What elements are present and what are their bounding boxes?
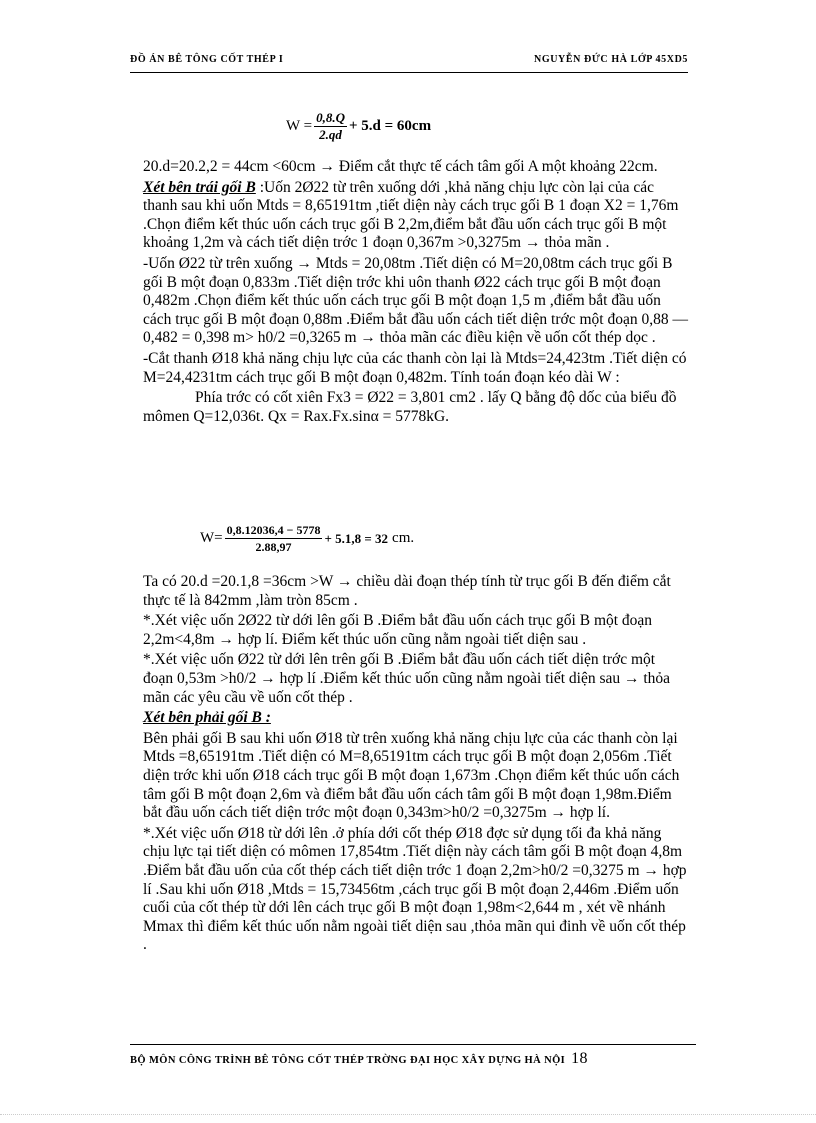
paragraph-8: *.Xét việc uốn Ø22 từ dới lên trên gối B .Điểm bắt đầu uốn cách tiết diện trớc một đoạn 0,53m >h0/2 → hợp lí .Điểm kết thúc uốn cũng nằm ngoài tiết diện sau → thỏa mãn các yêu cầu về uốn cốt thép . — [143, 651, 671, 706]
formula2-denominator: 2.88,97 — [255, 540, 292, 554]
paragraph-6: Ta có 20.d =20.1,8 =36cm >W → chiều dài đoạn thép tính từ trục gối B đến điểm cắt thực tế là 842mm ,làm tròn 85cm . — [143, 573, 671, 609]
formula2-rest: + 5.1,8 = 32 — [324, 530, 389, 546]
paragraph-9: Bên phải gối B sau khi uốn Ø18 từ trên xuống khả năng chịu lực của các thanh còn lại Mtds =8,65191tm .Tiết diện có M=8,65191tm cách trục gối B một đoạn 2,056m .Tiết diện trớc khi uốn Ø18 cách trục gối B một đoạn 1,673m .Chọn điểm kết thúc uốn cách tâm gối B một đoạn 2,6m và điểm bắt đầu uốn cách tâm gối B một đoạn 1,98m.Điểm bắt đầu uốn cách tiết diện trớc một đoạn 0,343m>h0/2 =0,3275m → hợp lí. — [143, 729, 680, 822]
formula1-denominator: 2.qd — [319, 127, 342, 142]
paragraph-4: -Cắt thanh Ø18 khả năng chịu lực của các thanh còn lại là Mtds=24,423tm .Tiết diện có M=24,4231tm cách trục gối B một đoạn 0,482m. Tính toán đoạn kéo dài W : — [143, 349, 687, 386]
footer-text: BỘ MÔN CÔNG TRÌNH BÊ TÔNG CỐT THÉP TRỜNG ĐẠI HỌC XÂY DỰNG HÀ NỘI — [130, 1055, 566, 1066]
formula2-fraction — [225, 522, 323, 555]
formula2-lhs: W= — [200, 530, 223, 546]
page-number: 18 — [571, 1050, 588, 1067]
bottom-dotted-divider — [0, 1114, 816, 1115]
body-section-2 — [143, 573, 688, 955]
formula-w-2 — [200, 522, 414, 555]
paragraph-1: 20.d=20.2,2 = 44cm <60cm → Điểm cắt thực tế cách tâm gối A một khoảng 22cm. — [143, 158, 658, 175]
header-right: NGUYỄN ĐỨC HÀ LỚP 45XD5 — [534, 54, 688, 65]
paragraph-7: *.Xét việc uốn 2Ø22 từ dới lên gối B .Điểm bắt đầu uốn cách trục gối B một đoạn 2,2m<4,8m → hợp lí. Điểm kết thúc uốn cũng nằm ngoài tiết diện sau . — [143, 612, 653, 648]
paragraph-3: -Uốn Ø22 từ trên xuống → Mtds = 20,08tm .Tiết diện có M=20,08tm cách trục gối B gối B một đoạn 0,833m .Tiết diện trớc khi uôn thanh Ø22 cách trục gối B một đoạn 0,482m .Chọn điểm kết thúc uốn cách trục gối B một đoạn 1,5 m ,điểm bắt đầu uốn cách trục gối B một đoạn 0,88m .Điểm bắt đầu uốn cách tiết diện trớc một đoạn 0,88 — 0,482 = 0,398 m> h0/2 =0,3265 m → thỏa mãn các điều kiện về uốn cốt thép dọc . — [143, 254, 688, 347]
formula1-numerator: 0,8.Q — [316, 110, 345, 125]
page-footer — [130, 1044, 696, 1068]
paragraph-2-text: :Uốn 2Ø22 từ trên xuống dới ,khả năng chịu lực còn lại của các thanh sau khi uốn Mtds = 8,65191tm ,tiết diện này cách trục gối B 1 đoạn X2 = 1,76m .Chọn điểm kết thúc uốn cách trục gối B 2,2m,điểm bắt đầu uốn cách trục gối B một khoảng 1,2m và cách tiết diện trớc 1 đoạn 0,367m >0,3275m → thỏa mãn . — [143, 178, 679, 252]
formula-w-1 — [286, 110, 431, 143]
body-section-1 — [143, 158, 688, 426]
paragraph-10: *.Xét việc uốn Ø18 từ dới lên .ở phía dới cốt thép Ø18 đợc sử dụng tối đa khả năng chịu lực tại tiết diện có mômen 17,854tm .Tiết diện này cách tâm gối B một đoạn 4,8m .Điểm bắt đầu uốn của cốt thép cách tiết diện trớc 1 đoạn 2,2m>h0/2 =0,3275 m → hợp lí .Sau khi uốn Ø18 ,Mtds = 15,73456tm ,cách trục gối B một đoạn 2,446m .Điểm uốn cuối của cốt thép từ dới lên cách trục gối B một đoạn 1,98m<2,644 m , xét về nhánh Mmax thì điểm kết thúc uốn nằm ngoài tiết diện sau ,thỏa mãn qui đinh về uốn cốt thép . — [143, 824, 687, 954]
formula1-rest: + 5.d = 60cm — [349, 118, 432, 134]
formula2-unit: cm. — [392, 530, 415, 546]
formula1-fraction — [314, 110, 347, 143]
paragraph-5: Phía trớc có cốt xiên Fx3 = Ø22 = 3,801 cm2 . lấy Q bằng độ dốc của biểu đồ mômen Q=12,036t. Qx = Rax.Fx.sinα = 5778kG. — [143, 389, 677, 425]
heading-right-of-b: Xét bên phải gối B : — [143, 709, 271, 727]
paragraph-2 — [143, 179, 688, 253]
header-left: ĐỒ ÁN BÊ TÔNG CỐT THÉP I — [130, 54, 284, 65]
page-header — [130, 54, 688, 73]
formula1-lhs: W = — [286, 118, 313, 134]
heading-left-of-b: Xét bên trái gối B — [143, 178, 256, 196]
formula2-numerator: 0,8.12036,4 − 5778 — [226, 523, 321, 537]
